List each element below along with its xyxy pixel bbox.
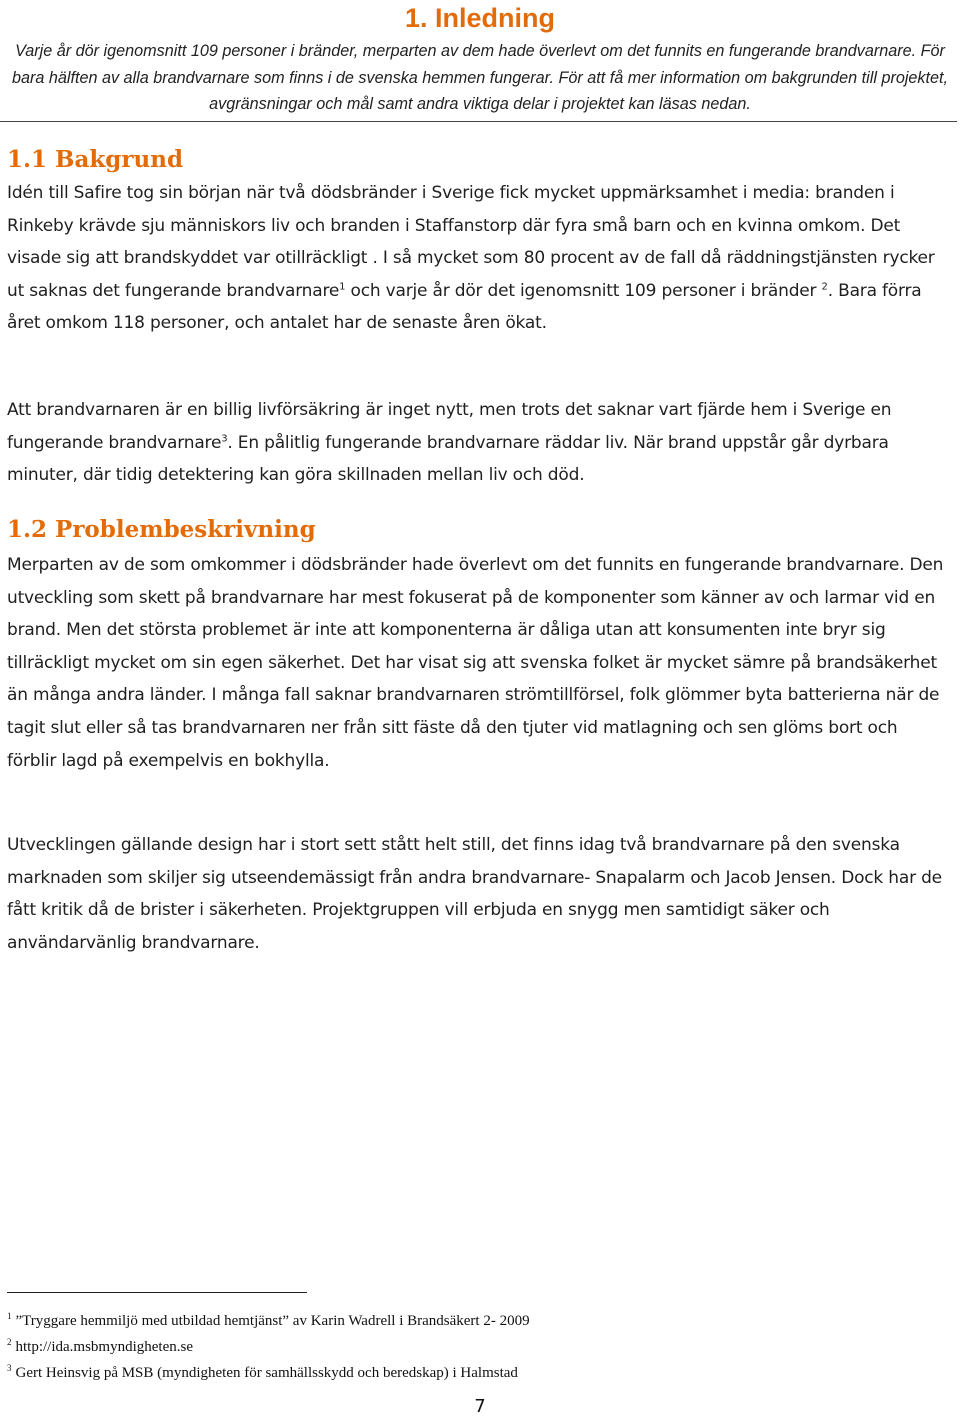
footnote-ref-2: 2 <box>821 281 828 293</box>
heading-divider <box>0 121 957 122</box>
page-number: 7 <box>474 1396 486 1417</box>
footnote-item <box>7 1306 530 1332</box>
problem-paragraph-2: Utvecklingen gällande design har i stort sett stått helt still, det finns idag två brandvarnare på den svenska marknaden som skiljer sig utseendemässigt från andra brandvarnare- Snapalarm och Jacob Jensen. Dock har de fått kritik då de brister i säkerheten. Projektgruppen vill erbjuda en snygg men samtidigt säker och användarvänlig brandvarnare. <box>7 835 942 953</box>
footnote-text: Gert Heinsvig på MSB (myndigheten för samhällsskydd och beredskap) i Halmstad <box>15 1365 518 1381</box>
footnote-list <box>7 1306 530 1384</box>
footnote-ref-1: 1 <box>339 281 346 293</box>
footnote-ref-3: 3 <box>221 432 228 444</box>
footnote-number: 3 <box>7 1363 12 1373</box>
section-heading-problembeskrivning: 1.2 Problembeskrivning <box>7 516 316 543</box>
chapter-heading: 1. Inledning <box>404 3 555 33</box>
footnote-item <box>7 1358 530 1384</box>
problem-paragraph-1: Merparten av de som omkommer i dödsbränder hade överlevt om det funnits en fungerande brandvarnare. Den utveckling som skett på brandvarnare har mest fokuserat på de komponenter som känner av och larmar vid en brand. Men det största problemet är inte att komponenterna är dåliga utan att konsumenten inte bryr sig tillräckligt mycket om sin egen säkerhet. Det har visat sig att svenska folket är mycket sämre på brandsäkerhet än många andra länder. I många fall saknar brandvarnaren strömtillförsel, folk glömmer byta batterierna när de tagit slut eller så tas brandvarnaren ner från sitt fäste då den tjuter vid matlagning och sen glöms bort och förblir lagd på exempelvis en bokhylla. <box>7 555 944 771</box>
footnote-number: 1 <box>7 1311 12 1321</box>
footnote-link[interactable]: http://ida.msbmyndigheten.se <box>15 1339 193 1355</box>
bakgrund-paragraph-1 <box>7 177 951 340</box>
footnote-divider <box>7 1292 307 1293</box>
bakgrund-paragraph-2 <box>7 394 951 492</box>
bakgrund-text-5: . En pålitlig fungerande brandvarnare räddar liv. När brand uppstår går dyrbara minuter, där tidig detektering kan göra skillnaden mellan liv och död. <box>7 432 889 486</box>
bakgrund-text-2: och varje år dör det igenomsnitt 109 personer i bränder <box>345 280 822 301</box>
footnote-item <box>7 1332 530 1358</box>
intro-paragraph: Varje år dör igenomsnitt 109 personer i bränder, merparten av dem hade överlevt om det funnits en fungerande brandvarnare. För bara hälften av alla brandvarnare som finns i de svenska hemmen fungerar. För att få mer information om bakgrunden till projektet, avgränsningar och mål samt andra viktiga delar i projektet kan läsas nedan. <box>11 42 949 113</box>
footnote-number: 2 <box>7 1337 12 1347</box>
bakgrund-text-4: Att brandvarnaren är en billig livförsäkring är inget nytt, men trots det saknar vart fjärde hem i Sverige en fungerande brandvarnare <box>7 400 892 453</box>
bakgrund-text-1: Idén till Safire tog sin början när två dödsbränder i Sverige fick mycket uppmärksamhet i media: branden i Rinkeby krävde sju människors liv och branden i Staffanstorp där fyra små barn och en kvinna omkom. Det visade sig att brandskyddet var otillräckligt . I så mycket som 80 procent av de fall då räddningstjänsten rycker ut saknas det fungerande brandvarnare <box>7 183 935 301</box>
bakgrund-text-3: . Bara förra året omkom 118 personer, och antalet har de senaste åren ökat. <box>7 280 922 334</box>
section-heading-bakgrund: 1.1 Bakgrund <box>7 146 184 173</box>
footnote-text: ”Tryggare hemmiljö med utbildad hemtjänst” av Karin Wadrell i Brandsäkert 2- 2009 <box>15 1313 530 1329</box>
